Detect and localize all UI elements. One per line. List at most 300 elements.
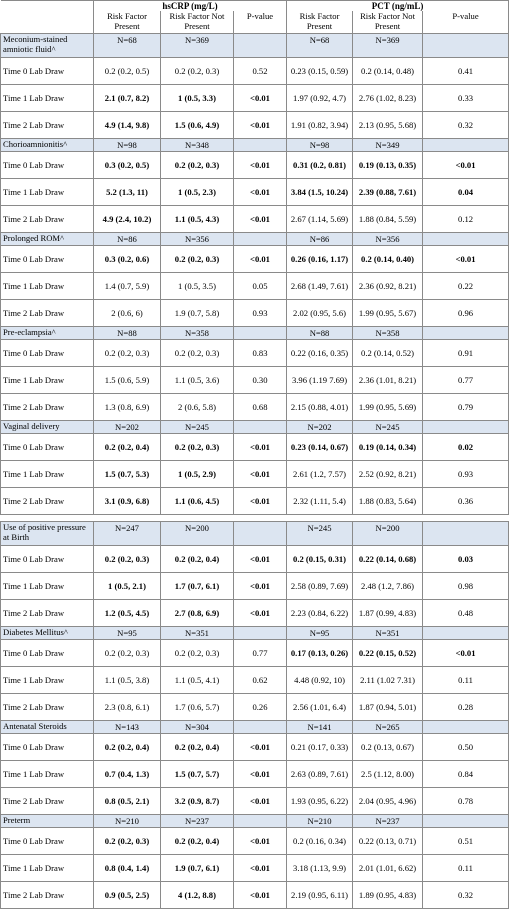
row-label: Time 2 Lab Draw xyxy=(1,206,94,233)
crp-pvalue: 0.62 xyxy=(234,667,287,694)
crp-present-value: 1.5 (0.6, 5.9) xyxy=(94,367,161,394)
table-row xyxy=(1,340,509,367)
n-crp-present: N=98 xyxy=(94,139,161,152)
crp-pvalue: 0.68 xyxy=(234,394,287,421)
n-crp-not-present: N=348 xyxy=(161,139,234,152)
pct-present-value: 0.31 (0.2, 0.81) xyxy=(287,152,353,179)
row-label: Time 1 Lab Draw xyxy=(1,461,94,488)
table-row xyxy=(1,761,509,788)
pct-pvalue: 0.91 xyxy=(423,340,509,367)
section-label: Diabetes Mellitus^ xyxy=(1,627,94,640)
table-row xyxy=(1,367,509,394)
pct-not-present-value: 0.19 (0.13, 0.35) xyxy=(353,152,423,179)
crp-not-present-value: 4 (1.2, 8.8) xyxy=(161,882,234,909)
table-row xyxy=(1,85,509,112)
section-header-row xyxy=(1,627,509,640)
pct-not-present-value: 1.88 (0.84, 5.59) xyxy=(353,206,423,233)
n-crp-pvalue-empty xyxy=(234,327,287,340)
n-crp-present: N=95 xyxy=(94,627,161,640)
pct-pvalue: 0.04 xyxy=(423,179,509,206)
pct-present-value: 2.15 (0.88, 4.01) xyxy=(287,394,353,421)
crp-present-value: 0.2 (0.2, 0.3) xyxy=(94,340,161,367)
header-corner-lower xyxy=(1,11,94,34)
table-row xyxy=(1,640,509,667)
crp-present-value: 0.3 (0.2, 0.5) xyxy=(94,152,161,179)
crp-pvalue: <0.01 xyxy=(234,461,287,488)
crp-present-value: 1.4 (0.7, 5.9) xyxy=(94,273,161,300)
n-crp-present: N=88 xyxy=(94,327,161,340)
col-crp-not-present: Risk Factor Not Present xyxy=(161,11,234,34)
section-label: Pre-eclampsia^ xyxy=(1,327,94,340)
pct-group-header: PCT (ng/mL) xyxy=(287,1,509,12)
pct-present-value: 0.17 (0.13, 0.26) xyxy=(287,640,353,667)
n-crp-present: N=210 xyxy=(94,815,161,828)
pct-not-present-value: 0.2 (0.13, 0.67) xyxy=(353,734,423,761)
n-pct-pvalue-empty xyxy=(423,34,509,58)
col-crp-present: Risk Factor Present xyxy=(94,11,161,34)
crp-not-present-value: 1.5 (0.7, 5.7) xyxy=(161,761,234,788)
crp-present-value: 0.8 (0.4, 1.4) xyxy=(94,855,161,882)
pct-not-present-value: 1.88 (0.83, 5.64) xyxy=(353,488,423,515)
section-header-row xyxy=(1,421,509,434)
n-pct-not-present: N=351 xyxy=(353,627,423,640)
section-header-row xyxy=(1,815,509,828)
pct-pvalue: 0.22 xyxy=(423,273,509,300)
crp-present-value: 0.2 (0.2, 0.5) xyxy=(94,58,161,85)
section-header-row xyxy=(1,522,509,546)
pct-not-present-value: 2.39 (0.88, 7.61) xyxy=(353,179,423,206)
crp-pvalue: 0.05 xyxy=(234,273,287,300)
crp-not-present-value: 1.1 (0.6, 4.5) xyxy=(161,488,234,515)
row-label: Time 2 Lab Draw xyxy=(1,394,94,421)
crp-pvalue: 0.26 xyxy=(234,694,287,721)
pct-pvalue: 0.33 xyxy=(423,85,509,112)
pct-pvalue: 0.32 xyxy=(423,882,509,909)
row-label: Time 2 Lab Draw xyxy=(1,788,94,815)
n-pct-pvalue-empty xyxy=(423,139,509,152)
table-row xyxy=(1,179,509,206)
row-label: Time 0 Lab Draw xyxy=(1,246,94,273)
header-corner xyxy=(1,1,94,12)
pct-not-present-value: 0.2 (0.14, 0.40) xyxy=(353,246,423,273)
n-pct-present: N=68 xyxy=(287,34,353,58)
pct-present-value: 2.32 (1.11, 5.4) xyxy=(287,488,353,515)
n-pct-present: N=95 xyxy=(287,627,353,640)
crp-pvalue: <0.01 xyxy=(234,246,287,273)
crp-not-present-value: 3.2 (0.9, 8.7) xyxy=(161,788,234,815)
pct-present-value: 2.56 (1.01, 6.4) xyxy=(287,694,353,721)
n-crp-not-present: N=351 xyxy=(161,627,234,640)
pct-pvalue: 0.12 xyxy=(423,206,509,233)
pct-present-value: 0.23 (0.15, 0.59) xyxy=(287,58,353,85)
crp-pvalue: <0.01 xyxy=(234,573,287,600)
crp-not-present-value: 1.1 (0.5, 3.6) xyxy=(161,367,234,394)
pct-pvalue: 0.98 xyxy=(423,573,509,600)
crp-pvalue: <0.01 xyxy=(234,788,287,815)
n-pct-pvalue-empty xyxy=(423,627,509,640)
crp-pvalue: <0.01 xyxy=(234,855,287,882)
crp-present-value: 3.1 (0.9, 6.8) xyxy=(94,488,161,515)
section-header-row xyxy=(1,721,509,734)
pct-present-value: 2.63 (0.89, 7.61) xyxy=(287,761,353,788)
crp-pvalue: <0.01 xyxy=(234,488,287,515)
pct-pvalue: 0.32 xyxy=(423,112,509,139)
pct-not-present-value: 2.52 (0.92, 8.21) xyxy=(353,461,423,488)
row-label: Time 1 Lab Draw xyxy=(1,855,94,882)
n-crp-not-present: N=356 xyxy=(161,233,234,246)
pct-pvalue: 0.93 xyxy=(423,461,509,488)
row-label: Time 0 Lab Draw xyxy=(1,734,94,761)
pct-present-value: 2.68 (1.49, 7.61) xyxy=(287,273,353,300)
n-pct-not-present: N=200 xyxy=(353,522,423,546)
col-pct-not-present: Risk Factor Not Present xyxy=(353,11,423,34)
table-row xyxy=(1,488,509,515)
n-pct-pvalue-empty xyxy=(423,815,509,828)
pct-present-value: 0.2 (0.15, 0.31) xyxy=(287,546,353,573)
pct-not-present-value: 2.76 (1.02, 8.23) xyxy=(353,85,423,112)
crp-not-present-value: 1 (0.5, 2.3) xyxy=(161,179,234,206)
crp-pvalue: 0.52 xyxy=(234,58,287,85)
crp-present-value: 4.9 (2.4, 10.2) xyxy=(94,206,161,233)
n-pct-not-present: N=349 xyxy=(353,139,423,152)
crp-pvalue: <0.01 xyxy=(234,546,287,573)
table-row xyxy=(1,546,509,573)
pct-not-present-value: 0.19 (0.14, 0.34) xyxy=(353,434,423,461)
row-label: Time 0 Lab Draw xyxy=(1,434,94,461)
crp-present-value: 0.2 (0.2, 0.3) xyxy=(94,546,161,573)
pct-not-present-value: 2.01 (1.01, 6.62) xyxy=(353,855,423,882)
row-label: Time 1 Lab Draw xyxy=(1,367,94,394)
section-label: Prolonged ROM^ xyxy=(1,233,94,246)
col-pct-present: Risk Factor Present xyxy=(287,11,353,34)
row-label: Time 0 Lab Draw xyxy=(1,828,94,855)
table-row xyxy=(1,694,509,721)
crp-not-present-value: 0.2 (0.2, 0.4) xyxy=(161,734,234,761)
row-label: Time 2 Lab Draw xyxy=(1,882,94,909)
n-pct-present: N=141 xyxy=(287,721,353,734)
pct-pvalue: 0.11 xyxy=(423,667,509,694)
row-label: Time 0 Lab Draw xyxy=(1,152,94,179)
crp-not-present-value: 0.2 (0.2, 0.4) xyxy=(161,546,234,573)
crp-pvalue: 0.30 xyxy=(234,367,287,394)
crp-not-present-value: 1 (0.5, 3.3) xyxy=(161,85,234,112)
pct-not-present-value: 2.36 (0.92, 8.21) xyxy=(353,273,423,300)
table-row xyxy=(1,273,509,300)
pct-not-present-value: 1.99 (0.95, 5.69) xyxy=(353,394,423,421)
crp-present-value: 1.3 (0.8, 6.9) xyxy=(94,394,161,421)
n-crp-pvalue-empty xyxy=(234,721,287,734)
header-columns-row xyxy=(1,11,509,34)
pct-present-value: 2.58 (0.89, 7.69) xyxy=(287,573,353,600)
table-gap-cell xyxy=(1,515,509,522)
pct-not-present-value: 1.89 (0.95, 4.83) xyxy=(353,882,423,909)
section-label: Meconium-stained amniotic fluid^ xyxy=(1,34,94,58)
section-label: Preterm xyxy=(1,815,94,828)
n-crp-not-present: N=245 xyxy=(161,421,234,434)
table-row xyxy=(1,734,509,761)
pct-present-value: 1.93 (0.95, 6.22) xyxy=(287,788,353,815)
n-crp-not-present: N=369 xyxy=(161,34,234,58)
n-pct-not-present: N=369 xyxy=(353,34,423,58)
row-label: Time 0 Lab Draw xyxy=(1,340,94,367)
crp-not-present-value: 1 (0.5, 2.9) xyxy=(161,461,234,488)
n-crp-pvalue-empty xyxy=(234,815,287,828)
header-group-row xyxy=(1,1,509,12)
crp-present-value: 0.2 (0.2, 0.4) xyxy=(94,434,161,461)
n-pct-not-present: N=358 xyxy=(353,327,423,340)
row-label: Time 1 Lab Draw xyxy=(1,273,94,300)
n-crp-present: N=68 xyxy=(94,34,161,58)
crp-not-present-value: 1.7 (0.7, 6.1) xyxy=(161,573,234,600)
crp-present-value: 1.2 (0.5, 4.5) xyxy=(94,600,161,627)
n-pct-pvalue-empty xyxy=(423,233,509,246)
n-pct-pvalue-empty xyxy=(423,421,509,434)
crp-present-value: 5.2 (1.3, 11) xyxy=(94,179,161,206)
n-pct-not-present: N=237 xyxy=(353,815,423,828)
crp-pvalue: <0.01 xyxy=(234,152,287,179)
n-crp-present: N=247 xyxy=(94,522,161,546)
pct-pvalue: 0.77 xyxy=(423,367,509,394)
pct-not-present-value: 2.11 (1.02 7.31) xyxy=(353,667,423,694)
pct-pvalue: 0.79 xyxy=(423,394,509,421)
crp-present-value: 1.5 (0.7, 5.3) xyxy=(94,461,161,488)
table-row xyxy=(1,206,509,233)
row-label: Time 2 Lab Draw xyxy=(1,112,94,139)
row-label: Time 2 Lab Draw xyxy=(1,600,94,627)
n-crp-not-present: N=237 xyxy=(161,815,234,828)
table-row xyxy=(1,300,509,327)
pct-pvalue: 0.96 xyxy=(423,300,509,327)
crp-present-value: 0.2 (0.2, 0.3) xyxy=(94,828,161,855)
n-crp-pvalue-empty xyxy=(234,139,287,152)
pct-present-value: 0.21 (0.17, 0.33) xyxy=(287,734,353,761)
row-label: Time 1 Lab Draw xyxy=(1,573,94,600)
crp-present-value: 2.1 (0.7, 8.2) xyxy=(94,85,161,112)
col-pct-pvalue: P-value xyxy=(423,11,509,34)
pct-present-value: 2.19 (0.95, 6.11) xyxy=(287,882,353,909)
n-crp-pvalue-empty xyxy=(234,34,287,58)
row-label: Time 0 Lab Draw xyxy=(1,58,94,85)
pct-not-present-value: 2.5 (1.12, 8.00) xyxy=(353,761,423,788)
pct-pvalue: 0.48 xyxy=(423,600,509,627)
crp-pvalue: <0.01 xyxy=(234,734,287,761)
row-label: Time 2 Lab Draw xyxy=(1,300,94,327)
pct-present-value: 0.23 (0.14, 0.67) xyxy=(287,434,353,461)
pct-pvalue: 0.51 xyxy=(423,828,509,855)
crp-pvalue: <0.01 xyxy=(234,434,287,461)
crp-not-present-value: 1.9 (0.7, 5.8) xyxy=(161,300,234,327)
crp-present-value: 2 (0.6, 6) xyxy=(94,300,161,327)
crp-present-value: 0.9 (0.5, 2.5) xyxy=(94,882,161,909)
pct-not-present-value: 1.87 (0.99, 4.83) xyxy=(353,600,423,627)
table-body xyxy=(1,1,509,909)
pct-pvalue: 0.28 xyxy=(423,694,509,721)
crp-not-present-value: 0.2 (0.2, 0.3) xyxy=(161,152,234,179)
n-crp-not-present: N=200 xyxy=(161,522,234,546)
crp-not-present-value: 0.2 (0.2, 0.3) xyxy=(161,640,234,667)
pct-pvalue: 0.36 xyxy=(423,488,509,515)
pct-pvalue: 0.78 xyxy=(423,788,509,815)
pct-present-value: 3.96 (1.19 7.69) xyxy=(287,367,353,394)
crp-present-value: 0.7 (0.4, 1.3) xyxy=(94,761,161,788)
n-crp-present: N=86 xyxy=(94,233,161,246)
crp-pvalue: <0.01 xyxy=(234,600,287,627)
crp-not-present-value: 1.5 (0.6, 4.9) xyxy=(161,112,234,139)
crp-not-present-value: 1 (0.5, 3.5) xyxy=(161,273,234,300)
pct-not-present-value: 2.13 (0.95, 5.68) xyxy=(353,112,423,139)
pct-not-present-value: 0.2 (0.14, 0.52) xyxy=(353,340,423,367)
crp-not-present-value: 0.2 (0.2, 0.3) xyxy=(161,246,234,273)
n-pct-not-present: N=356 xyxy=(353,233,423,246)
n-crp-pvalue-empty xyxy=(234,522,287,546)
table-row xyxy=(1,882,509,909)
section-header-row xyxy=(1,139,509,152)
pct-pvalue: <0.01 xyxy=(423,640,509,667)
pct-pvalue: 0.03 xyxy=(423,546,509,573)
crp-not-present-value: 1.1 (0.5, 4.1) xyxy=(161,667,234,694)
pct-present-value: 2.02 (0.95, 5.6) xyxy=(287,300,353,327)
crp-not-present-value: 2 (0.6, 5.8) xyxy=(161,394,234,421)
n-pct-not-present: N=245 xyxy=(353,421,423,434)
pct-pvalue: 0.02 xyxy=(423,434,509,461)
pct-not-present-value: 1.99 (0.95, 5.67) xyxy=(353,300,423,327)
row-label: Time 2 Lab Draw xyxy=(1,488,94,515)
pct-present-value: 4.48 (0.92, 10) xyxy=(287,667,353,694)
pct-not-present-value: 0.22 (0.15, 0.52) xyxy=(353,640,423,667)
table-row xyxy=(1,394,509,421)
pct-not-present-value: 0.22 (0.13, 0.71) xyxy=(353,828,423,855)
crp-present-value: 1.1 (0.5, 3.8) xyxy=(94,667,161,694)
pct-pvalue: <0.01 xyxy=(423,246,509,273)
crp-not-present-value: 1.1 (0.5, 4.3) xyxy=(161,206,234,233)
crp-not-present-value: 1.9 (0.7, 6.1) xyxy=(161,855,234,882)
crp-pvalue: 0.93 xyxy=(234,300,287,327)
table-row xyxy=(1,58,509,85)
pct-present-value: 2.67 (1.14, 5.69) xyxy=(287,206,353,233)
table-row xyxy=(1,152,509,179)
pct-not-present-value: 2.36 (1.01, 8.21) xyxy=(353,367,423,394)
row-label: Time 1 Lab Draw xyxy=(1,85,94,112)
col-crp-pvalue: P-value xyxy=(234,11,287,34)
table-row xyxy=(1,788,509,815)
n-pct-present: N=98 xyxy=(287,139,353,152)
crp-pvalue: 0.77 xyxy=(234,640,287,667)
n-pct-present: N=88 xyxy=(287,327,353,340)
pct-present-value: 2.23 (0.84, 6.22) xyxy=(287,600,353,627)
crp-pvalue: <0.01 xyxy=(234,112,287,139)
n-crp-not-present: N=358 xyxy=(161,327,234,340)
pct-present-value: 3.84 (1.5, 10.24) xyxy=(287,179,353,206)
crp-not-present-value: 0.2 (0.2, 0.4) xyxy=(161,828,234,855)
table-row xyxy=(1,461,509,488)
crp-pvalue: <0.01 xyxy=(234,761,287,788)
hscrp-group-header: hsCRP (mg/L) xyxy=(94,1,287,12)
pct-present-value: 0.22 (0.16, 0.35) xyxy=(287,340,353,367)
pct-pvalue: 0.41 xyxy=(423,58,509,85)
section-label: Antenatal Steroids xyxy=(1,721,94,734)
pct-pvalue: 0.84 xyxy=(423,761,509,788)
n-pct-present: N=86 xyxy=(287,233,353,246)
crp-pvalue: <0.01 xyxy=(234,179,287,206)
crp-pvalue: <0.01 xyxy=(234,882,287,909)
crp-not-present-value: 1.7 (0.6, 5.7) xyxy=(161,694,234,721)
table-gap-row xyxy=(1,515,509,522)
pct-present-value: 0.2 (0.16, 0.34) xyxy=(287,828,353,855)
row-label: Time 1 Lab Draw xyxy=(1,667,94,694)
crp-not-present-value: 0.2 (0.2, 0.3) xyxy=(161,434,234,461)
table-row xyxy=(1,600,509,627)
n-pct-pvalue-empty xyxy=(423,522,509,546)
crp-present-value: 0.8 (0.5, 2.1) xyxy=(94,788,161,815)
row-label: Time 2 Lab Draw xyxy=(1,694,94,721)
crp-present-value: 2.3 (0.8, 6.1) xyxy=(94,694,161,721)
row-label: Time 1 Lab Draw xyxy=(1,179,94,206)
table-row xyxy=(1,246,509,273)
pct-not-present-value: 0.2 (0.14, 0.48) xyxy=(353,58,423,85)
section-header-row xyxy=(1,233,509,246)
pct-present-value: 3.18 (1.13, 9.9) xyxy=(287,855,353,882)
pct-not-present-value: 1.87 (0.94, 5.01) xyxy=(353,694,423,721)
row-label: Time 1 Lab Draw xyxy=(1,761,94,788)
crp-present-value: 0.2 (0.2, 0.3) xyxy=(94,640,161,667)
row-label: Time 0 Lab Draw xyxy=(1,640,94,667)
crp-not-present-value: 2.7 (0.8, 6.9) xyxy=(161,600,234,627)
crp-pvalue: <0.01 xyxy=(234,85,287,112)
section-label: Use of positive pressure at Birth xyxy=(1,522,94,546)
crp-pvalue: <0.01 xyxy=(234,206,287,233)
n-crp-not-present: N=304 xyxy=(161,721,234,734)
crp-not-present-value: 0.2 (0.2, 0.3) xyxy=(161,58,234,85)
table-row xyxy=(1,855,509,882)
pct-present-value: 1.91 (0.82, 3.94) xyxy=(287,112,353,139)
table-row xyxy=(1,434,509,461)
n-crp-pvalue-empty xyxy=(234,421,287,434)
pct-not-present-value: 2.04 (0.95, 4.96) xyxy=(353,788,423,815)
pct-present-value: 1.97 (0.92, 4.7) xyxy=(287,85,353,112)
n-pct-present: N=202 xyxy=(287,421,353,434)
pct-not-present-value: 2.48 (1.2, 7.86) xyxy=(353,573,423,600)
n-pct-not-present: N=265 xyxy=(353,721,423,734)
crp-present-value: 1 (0.5, 2.1) xyxy=(94,573,161,600)
section-header-row xyxy=(1,34,509,58)
row-label: Time 0 Lab Draw xyxy=(1,546,94,573)
n-crp-present: N=143 xyxy=(94,721,161,734)
pct-pvalue: 0.11 xyxy=(423,855,509,882)
n-pct-present: N=210 xyxy=(287,815,353,828)
crp-pvalue: 0.83 xyxy=(234,340,287,367)
crp-present-value: 4.9 (1.4, 9.8) xyxy=(94,112,161,139)
n-crp-pvalue-empty xyxy=(234,233,287,246)
crp-present-value: 0.3 (0.2, 0.6) xyxy=(94,246,161,273)
table-row xyxy=(1,667,509,694)
pct-present-value: 0.26 (0.16, 1.17) xyxy=(287,246,353,273)
table-row xyxy=(1,573,509,600)
pct-pvalue: 0.50 xyxy=(423,734,509,761)
table-row xyxy=(1,828,509,855)
n-crp-pvalue-empty xyxy=(234,627,287,640)
n-crp-present: N=202 xyxy=(94,421,161,434)
crp-present-value: 0.2 (0.2, 0.4) xyxy=(94,734,161,761)
crp-not-present-value: 0.2 (0.2, 0.3) xyxy=(161,340,234,367)
pct-not-present-value: 0.22 (0.14, 0.68) xyxy=(353,546,423,573)
section-label: Chorioamnionitis^ xyxy=(1,139,94,152)
n-pct-present: N=245 xyxy=(287,522,353,546)
pct-present-value: 2.61 (1.2, 7.57) xyxy=(287,461,353,488)
crp-pvalue: <0.01 xyxy=(234,828,287,855)
table-row xyxy=(1,112,509,139)
n-pct-pvalue-empty xyxy=(423,327,509,340)
n-pct-pvalue-empty xyxy=(423,721,509,734)
